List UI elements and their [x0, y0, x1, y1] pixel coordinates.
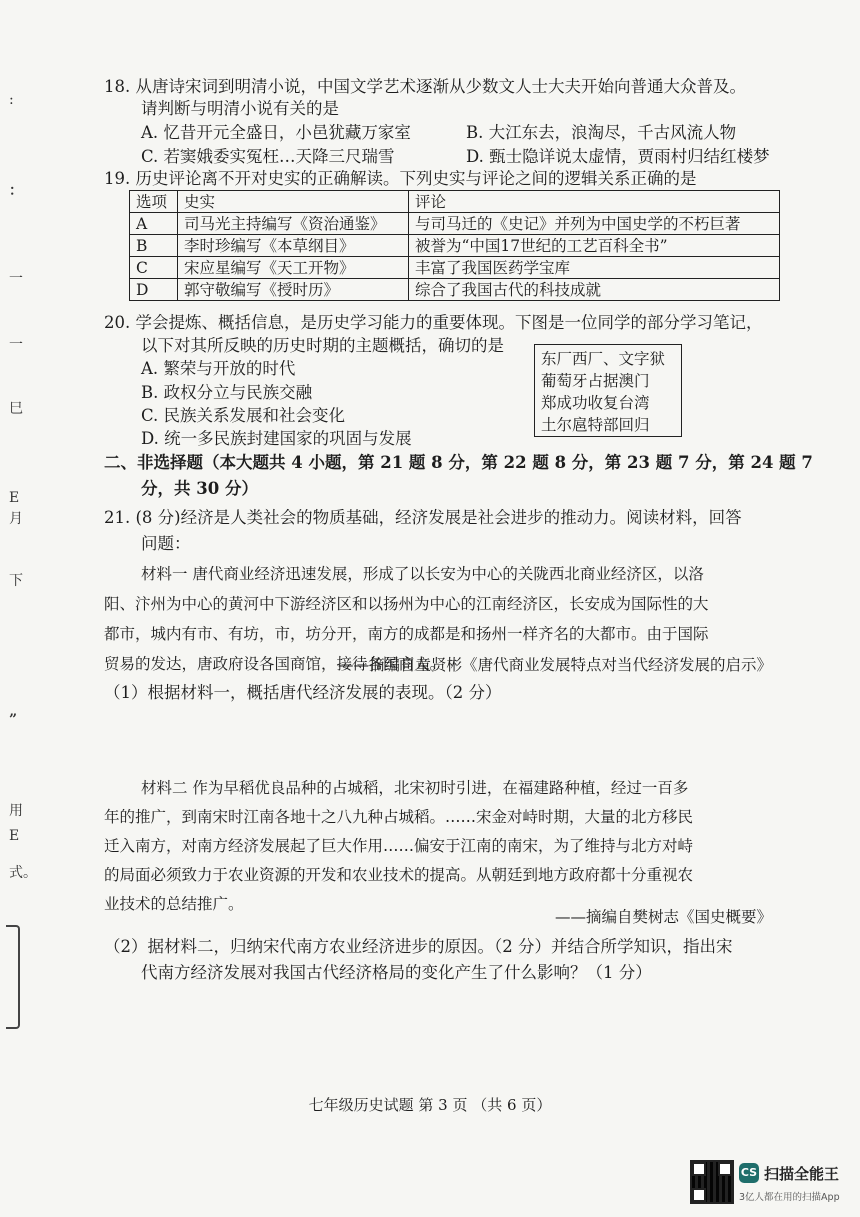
- material2-line: 的局面必须致力于农业资源的开发和农业技术的提高。从朝廷到地方政府都十分重视农: [104, 866, 694, 884]
- edge-mark: 一: [9, 271, 23, 287]
- q21-stem-line1: 21. (8 分)经济是人类社会的物质基础，经济发展是社会进步的推动力。阅读材料，回答: [104, 508, 742, 527]
- table-cell: B: [130, 235, 178, 257]
- edge-mark: 用: [9, 803, 23, 819]
- table-row: [130, 235, 780, 257]
- q21-subquestion-2-line2: 代南方经济发展对我国古代经济格局的变化产生了什么影响？（1 分）: [141, 963, 652, 982]
- note-line: 土尔扈特部回归: [541, 416, 650, 434]
- camscanner-tagline: 3亿人都在用的扫描App: [739, 1192, 840, 1203]
- q20-option-d: D. 统一多民族封建国家的巩固与发展: [141, 429, 412, 448]
- material1-line: 都市，城内有市、有坊，市，坊分开，南方的成都是和扬州一样齐名的大都市。由于国际: [104, 625, 709, 643]
- material2-line: 年的推广，到南宋时江南各地十之八九种占城稻。……宋金对峙时期，大量的北方移民: [104, 808, 694, 826]
- table-row: [130, 213, 780, 235]
- edge-mark: 巳: [9, 401, 23, 417]
- table-cell: D: [130, 279, 178, 301]
- edge-mark: E: [9, 490, 20, 506]
- table-cell: 宋应星编写《天工开物》: [178, 257, 409, 279]
- material2-line: 材料二 作为早稻优良品种的占城稻，北宋初时引进，在福建路种植，经过一百多: [141, 779, 689, 797]
- edge-mark: 下: [9, 573, 23, 589]
- q18-option-b: B. 大江东去，浪淘尽，千古风流人物: [466, 123, 737, 142]
- note-line: 郑成功收复台湾: [541, 394, 650, 412]
- edge-mark: ：: [9, 183, 23, 199]
- material1-line: 阳、汴州为中心的黄河中下游经济区和以扬州为中心的江南经济区，长安成为国际性的大: [104, 595, 709, 613]
- q18-stem-line2: 请判断与明清小说有关的是: [141, 99, 339, 118]
- q20-option-c: C. 民族关系发展和社会变化: [141, 406, 346, 425]
- table-header-cell: 评论: [409, 191, 780, 213]
- table-cell: 李时珍编写《本草纲目》: [178, 235, 409, 257]
- q21-subquestion-1: （1）根据材料一，概括唐代经济发展的表现。（2 分）: [104, 683, 502, 702]
- q18-stem-line1: 18. 从唐诗宋词到明清小说，中国文学艺术逐渐从少数文人士大夫开始向普通大众普及。: [104, 77, 746, 96]
- table-header-row: [130, 191, 780, 213]
- q18-option-d: D. 甄士隐详说太虚情，贾雨村归结红楼梦: [466, 147, 770, 166]
- binding-edge-bracket: [6, 925, 20, 1029]
- camscanner-name: 扫描全能王: [764, 1165, 840, 1183]
- table-header-cell: 史实: [178, 191, 409, 213]
- q19-stem: 19. 历史评论离不开对史实的正确解读。下列史实与评论之间的逻辑关系正确的是: [104, 169, 697, 188]
- material1-line: 材料一 唐代商业经济迅速发展，形成了以长安为中心的关陇西北商业经济区，以洛: [141, 565, 704, 583]
- edge-mark: 一: [9, 337, 23, 353]
- q20-stem-line1: 20. 学会提炼、概括信息，是历史学习能力的重要体现。下图是一位同学的部分学习笔记，: [104, 313, 763, 332]
- note-line: 葡萄牙占据澳门: [541, 372, 650, 390]
- section2-heading-line2: 分，共 30 分）: [141, 479, 258, 498]
- material2-line: 迁入南方，对南方经济发展起了巨大作用……偏安于江南的南宋，为了维持与北方对峙: [104, 837, 694, 855]
- table-cell: 被誉为“中国17世纪的工艺百科全书”: [409, 235, 780, 257]
- q20-stem-line2: 以下对其所反映的历史时期的主题概括，确切的是: [141, 336, 504, 355]
- q20-option-b: B. 政权分立与民族交融: [141, 383, 313, 402]
- material1-line: 贸易的发达，唐政府设各国商馆，接待各国商人。: [104, 655, 446, 673]
- qr-code-icon: [690, 1160, 734, 1204]
- note-line: 东厂西厂、文字狱: [541, 350, 666, 368]
- table-cell: C: [130, 257, 178, 279]
- table-cell: 丰富了我国医药学宝库: [409, 257, 780, 279]
- study-notes-box: [534, 344, 682, 437]
- edge-mark: ”: [9, 712, 18, 728]
- table-cell: A: [130, 213, 178, 235]
- edge-mark: 月: [9, 511, 23, 527]
- q19-table: [129, 190, 780, 301]
- q21-stem-line2: 问题：: [141, 534, 191, 553]
- material2-source: ——摘编自樊树志《国史概要》: [554, 908, 772, 926]
- edge-mark: :: [9, 92, 14, 108]
- table-cell: 与司马迁的《史记》并列为中国史学的不朽巨著: [409, 213, 780, 235]
- q21-subquestion-2-line1: （2）据材料二，归纳宋代南方农业经济进步的原因。（2 分）并结合所学知识，指出宋: [104, 937, 733, 956]
- q20-option-a: A. 繁荣与开放的时代: [141, 359, 296, 378]
- section2-heading-line1: 二、非选择题（本大题共 4 小题，第 21 题 8 分，第 22 题 8 分，第 23 题 7 分，第 24 题 7: [104, 453, 813, 472]
- table-cell: 综合了我国古代的科技成就: [409, 279, 780, 301]
- table-row: [130, 257, 780, 279]
- edge-mark: E: [9, 828, 20, 844]
- material1-source: ——摘编自童贤彬《唐代商业发展特点对当代经济发展的启示》: [337, 656, 772, 674]
- table-header-cell: 选项: [130, 191, 178, 213]
- material2-line: 业技术的总结推广。: [104, 895, 244, 913]
- page-footer: 七年级历史试题 第 3 页 （共 6 页）: [308, 1096, 552, 1114]
- table-cell: 司马光主持编写《资治通鉴》: [178, 213, 409, 235]
- camscanner-logo: CS: [739, 1163, 759, 1183]
- table-cell: 郭守敬编写《授时历》: [178, 279, 409, 301]
- q18-option-a: A. 忆昔开元全盛日，小邑犹藏万家室: [141, 123, 411, 142]
- table-row: [130, 279, 780, 301]
- edge-mark: 式。: [9, 865, 37, 881]
- q18-option-c: C. 若窦娥委实冤枉…天降三尺瑞雪: [141, 147, 395, 166]
